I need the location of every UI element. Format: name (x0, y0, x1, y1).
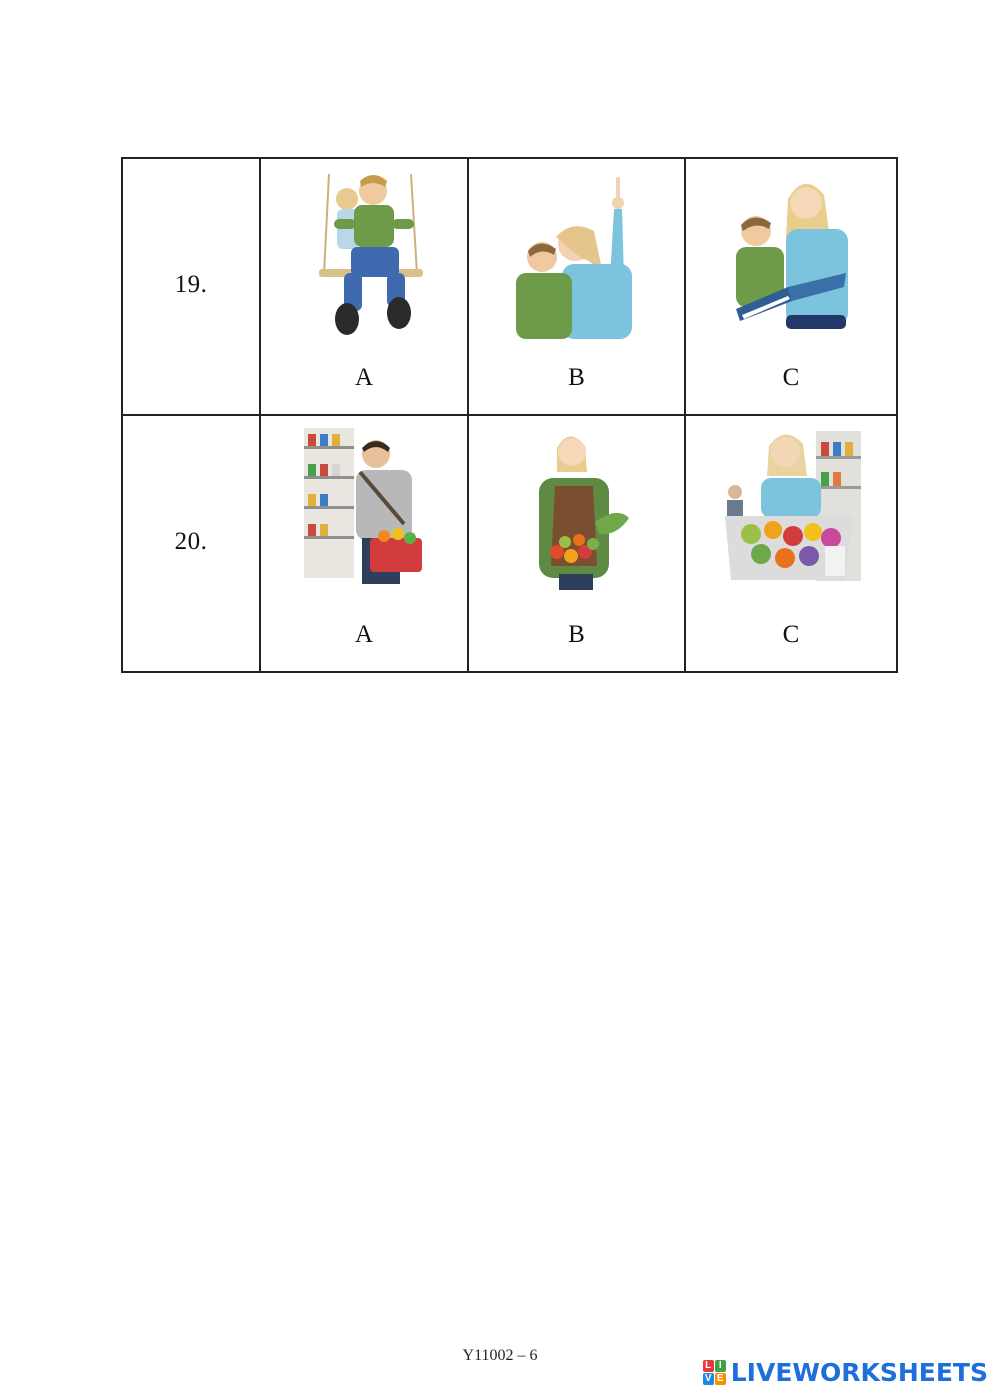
logo-letter: I (715, 1360, 726, 1372)
logo-letter: L (703, 1360, 714, 1372)
option-b-cell[interactable] (468, 415, 685, 672)
reading-book-picture[interactable] (686, 169, 896, 349)
liveworksheets-brand[interactable] (703, 1358, 988, 1387)
option-label: C (782, 364, 800, 391)
option-a-cell[interactable] (260, 158, 468, 415)
option-b-cell[interactable] (468, 158, 685, 415)
page-code: Y11002 – 6 (462, 1347, 538, 1364)
option-label: C (782, 621, 800, 648)
option-label: B (568, 364, 585, 391)
brand-name: LIVEWORKSHEETS (730, 1358, 988, 1387)
brand-logo-icon (703, 1360, 726, 1385)
question-number-cell (122, 158, 260, 415)
question-row-19 (122, 158, 897, 415)
logo-letter: V (703, 1373, 714, 1385)
logo-letter: E (715, 1373, 726, 1385)
question-number: 19. (174, 271, 208, 298)
question-table (121, 157, 898, 673)
vegetable-bag-picture[interactable] (469, 426, 684, 606)
option-a-cell[interactable] (260, 415, 468, 672)
question-number: 20. (174, 528, 208, 555)
man-shopping-picture[interactable] (261, 426, 467, 606)
option-label: A (354, 621, 374, 648)
boy-on-swing-picture[interactable] (261, 169, 467, 349)
option-c-cell[interactable] (685, 158, 897, 415)
question-number-cell (122, 415, 260, 672)
shopping-cart-picture[interactable] (686, 426, 896, 606)
option-label: A (354, 364, 374, 391)
pointing-up-picture[interactable] (469, 169, 684, 349)
option-c-cell[interactable] (685, 415, 897, 672)
option-label: B (568, 621, 585, 648)
question-row-20 (122, 415, 897, 672)
